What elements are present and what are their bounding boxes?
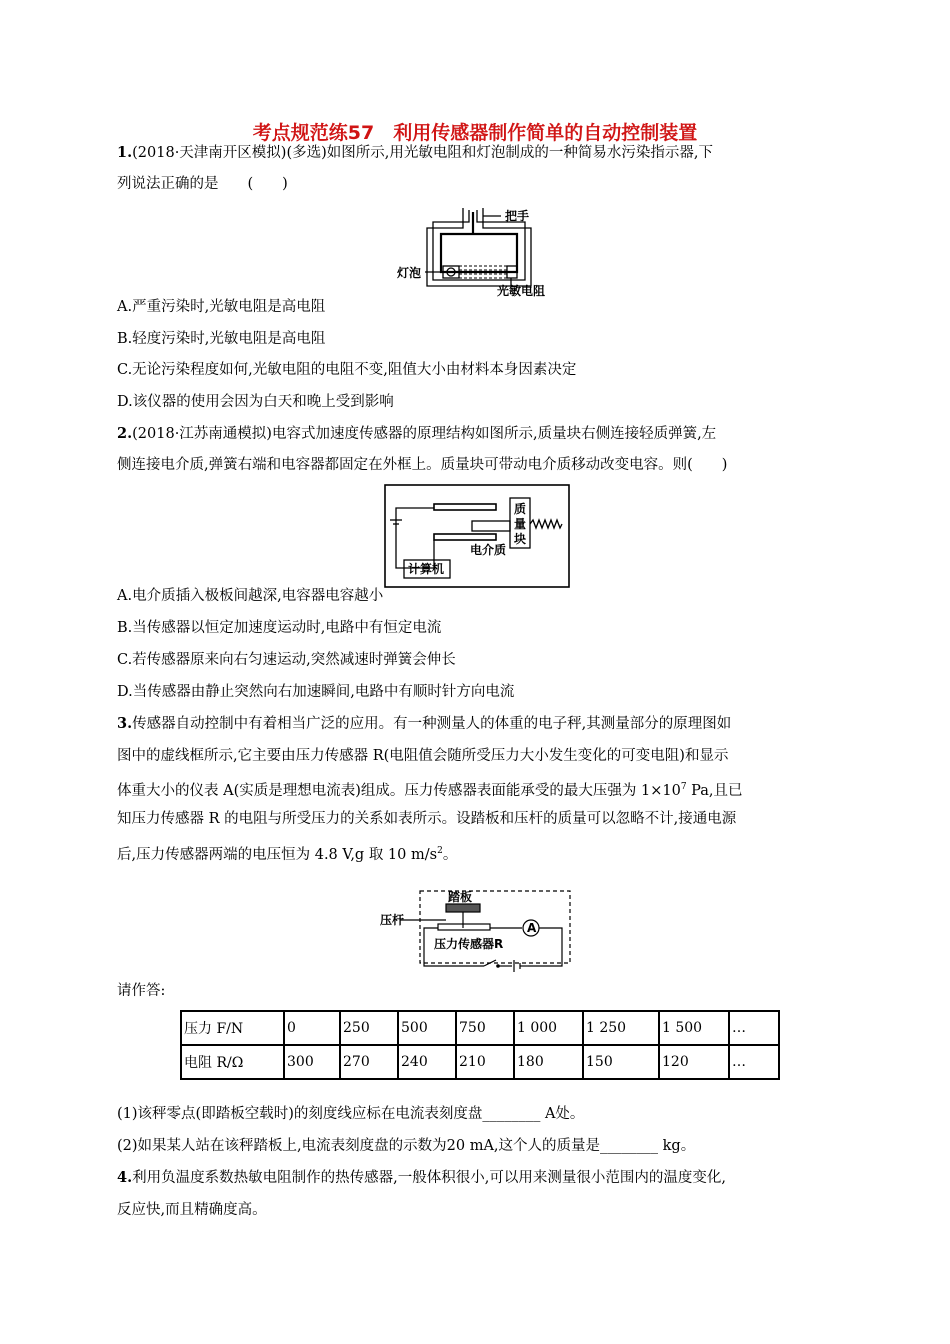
- q2-line1: 2.(2018·江苏南通模拟)电容式加速度传感器的原理结构如图所示,质量块右侧连接轻质弹簧,左: [117, 425, 717, 442]
- q2-fig-dielectric-label: 电介质: [470, 543, 507, 557]
- q2-fig-mass-2: 量: [514, 517, 527, 531]
- q2-fig-mass-1: 质: [514, 502, 527, 516]
- q4-line1: 4.利用负温度系数热敏电阻制作的热传感器,一般体积很小,可以用来测量很小范围内的温度变化,: [117, 1169, 726, 1186]
- q3-sub2: (2)如果某人站在该秤踏板上,电流表刻度盘的示数为20 mA,这个人的质量是________ kg。: [117, 1138, 696, 1154]
- q4-number: 4.: [117, 1169, 133, 1186]
- q3-fig-sensor-label: 压力传感器R: [434, 937, 504, 951]
- q2-figure-capacitive-sensor: [384, 484, 570, 588]
- q1-figure-water-indicator: [385, 200, 565, 300]
- table-cell: 300: [284, 1045, 340, 1079]
- table-cell: 1 000: [514, 1011, 583, 1045]
- q1-fig-handle-label: 把手: [505, 209, 530, 223]
- q3-number: 3.: [117, 715, 133, 732]
- q3-sub1: (1)该秤零点(即踏板空载时)的刻度线应标在电流表刻度盘________ A处。: [117, 1106, 585, 1122]
- table-row: [181, 1045, 779, 1079]
- table-cell: 750: [456, 1011, 514, 1045]
- q1-option-c: C.无论污染程度如何,光敏电阻的电阻不变,阻值大小由材料本身因素决定: [117, 362, 577, 378]
- table-cell: 电阻 R/Ω: [181, 1045, 284, 1079]
- q1-line1: 1.(2018·天津南开区模拟)(多选)如图所示,用光敏电阻和灯泡制成的一种简易水污染指示器,下: [117, 144, 713, 161]
- q1-line2: 列说法正确的是 ( ): [117, 176, 288, 192]
- table-cell: 120: [659, 1045, 729, 1079]
- pressure-resistance-table: [180, 1010, 780, 1080]
- q1-fig-lamp-label: 灯泡: [397, 266, 422, 280]
- q2-option-c: C.若传感器原来向右匀速运动,突然减速时弹簧会伸长: [117, 652, 456, 668]
- q2-fig-mass-3: 块: [514, 532, 527, 546]
- table-cell: 240: [398, 1045, 456, 1079]
- table-cell: 压力 F/N: [181, 1011, 284, 1045]
- table-row: [181, 1011, 779, 1045]
- table-cell: 250: [340, 1011, 398, 1045]
- q1-fig-ldr-label: 光敏电阻: [497, 284, 546, 298]
- table-cell: …: [729, 1045, 779, 1079]
- table-cell: 210: [456, 1045, 514, 1079]
- q2-line2: 侧连接电介质,弹簧右端和电容器都固定在外框上。质量块可带动电介质移动改变电容。则( ): [117, 457, 728, 473]
- table-cell: 1 500: [659, 1011, 729, 1045]
- q2-option-d: D.当传感器由静止突然向右加速瞬间,电路中有顺时针方向电流: [117, 684, 515, 700]
- q3-line1: 3.传感器自动控制中有着相当广泛的应用。有一种测量人的体重的电子秤,其测量部分的原理图如: [117, 715, 732, 732]
- q3-line3: 体重大小的仪表 A(实质是理想电流表)组成。压力传感器表面能承受的最大压强为 $1\times 10^7$ Pa,且已: [117, 782, 743, 799]
- table-cell: 500: [398, 1011, 456, 1045]
- q3-fig-pedal-label: 踏板: [448, 890, 473, 904]
- q3-figure-scale-circuit: [380, 888, 574, 974]
- q3-line5: 后,压力传感器两端的电压恒为 4.8 V,g 取 10 $m/s^2$。: [117, 846, 458, 863]
- q1-option-d: D.该仪器的使用会因为白天和晚上受到影响: [117, 394, 394, 410]
- q3-line2: 图中的虚线框所示,它主要由压力传感器 R(电阻值会随所受压力大小发生变化的可变电阻)和显示: [117, 748, 729, 764]
- q3-prompt: 请作答:: [117, 983, 166, 999]
- q2-fig-computer-label: 计算机: [408, 562, 445, 576]
- q2-number: 2.: [117, 425, 133, 442]
- page-title: 考点规范练57 利用传感器制作简单的自动控制装置: [252, 122, 698, 144]
- table-cell: 150: [583, 1045, 659, 1079]
- table-cell: …: [729, 1011, 779, 1045]
- q2-option-a: A.电介质插入极板间越深,电容器电容越小: [117, 588, 384, 604]
- q1-option-b: B.轻度污染时,光敏电阻是高电阻: [117, 331, 326, 347]
- q3-fig-rod-label: 压杆: [380, 913, 405, 927]
- q1-option-a: A.严重污染时,光敏电阻是高电阻: [117, 299, 326, 315]
- table-cell: 180: [514, 1045, 583, 1079]
- q4-line2: 反应快,而且精确度高。: [117, 1202, 267, 1218]
- q3-line4: 知压力传感器 R 的电阻与所受压力的关系如表所示。设踏板和压杆的质量可以忽略不计,接通电源: [117, 811, 737, 827]
- q2-option-b: B.当传感器以恒定加速度运动时,电路中有恒定电流: [117, 620, 442, 636]
- q3-fig-meter-label: A: [527, 921, 537, 935]
- q1-number: 1.: [117, 144, 133, 161]
- table-cell: 1 250: [583, 1011, 659, 1045]
- table-cell: 0: [284, 1011, 340, 1045]
- table-cell: 270: [340, 1045, 398, 1079]
